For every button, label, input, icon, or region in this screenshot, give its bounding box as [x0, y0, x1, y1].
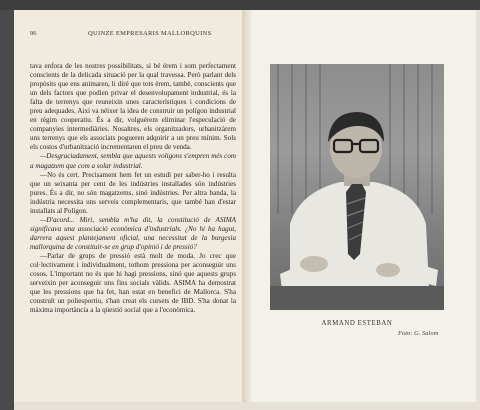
question-2: —D'acord... Miri, sembla m'ha dit, la constitució de ASIMA significava una associació econòmica d'industrials. ¿No hi ha hagut, darrera aquest plantejament oficial, una necessitat de la burgesia mallorquina de constituir-se en grup d'opinió i de pressió?	[30, 215, 236, 251]
photo-credit: Foto: G. Salom	[398, 330, 439, 337]
book-gutter	[242, 10, 252, 402]
portrait-photo	[270, 64, 444, 310]
page-number: 96	[30, 30, 37, 37]
paragraph-1: tava enfora de les nostres possibilitats, si bé érem i som perfectament conscients de la delicada situació per la qual travessa. Però parlant dels propòsits que ens animaren, li diré que tots érem, també, conscients que un dels factors que podien privar el desenvolupament industrial, és la falta de terrenys que reuneixin unes característiques i condicions de preu adequades. Així va néixer la idea de construir un polígon industrial en règim cooperatiu. És a dir, volguérem eliminar l'especulació de companyies intermediàries. Nosaltres, els organitzadors, urbanitzàrem uns terrenys que els associats pogueren adquirir a un preu mínim. Sols els costos d'urbanització incrementaren el preu de venda.	[30, 62, 236, 152]
question-1: —Desgraciadament, sembla que aquests voligons s'empren més com a magatzem que com a solar industrial.	[30, 152, 236, 170]
page-header	[30, 30, 230, 42]
answer-2: —Parlar de grups de pressió està molt de moda. Jo crec que col·lectivament i individualment, tothom pressiona per aconseguir uns cosos. L'important no és que hi hagi pressions, sinó que aquests grups serveixin per aconseguir uns fins socials vàlids. ASIMA ha demostrat que les pressions que ha fet, han estat en benefici de Mallorca. S'ha construït un poliesportiu, s'han creat els cursets de IBD. S'ha donat la màxima importància a la qüestió social que a l'econòmica.	[30, 251, 236, 315]
portrait-illustration	[270, 64, 444, 310]
running-title: QUINZE EMPRESARIS MALLORQUINS	[88, 30, 212, 37]
photo-caption: ARMAND ESTEBAN	[321, 320, 393, 327]
body-text	[30, 62, 236, 315]
book-edge-left	[0, 0, 14, 410]
book-edge-top	[0, 0, 480, 10]
answer-1: —No és cert. Precisament hem fet un estudi per saber-ho i resulta que un seixanta per cent de les indústries installades són indústries pures. És a dir, no són magatzems, sinó indústries. Per altra banda, la indústria necessita uns serveis complementaris, que també han d'estar installats al Polígon.	[30, 170, 236, 215]
